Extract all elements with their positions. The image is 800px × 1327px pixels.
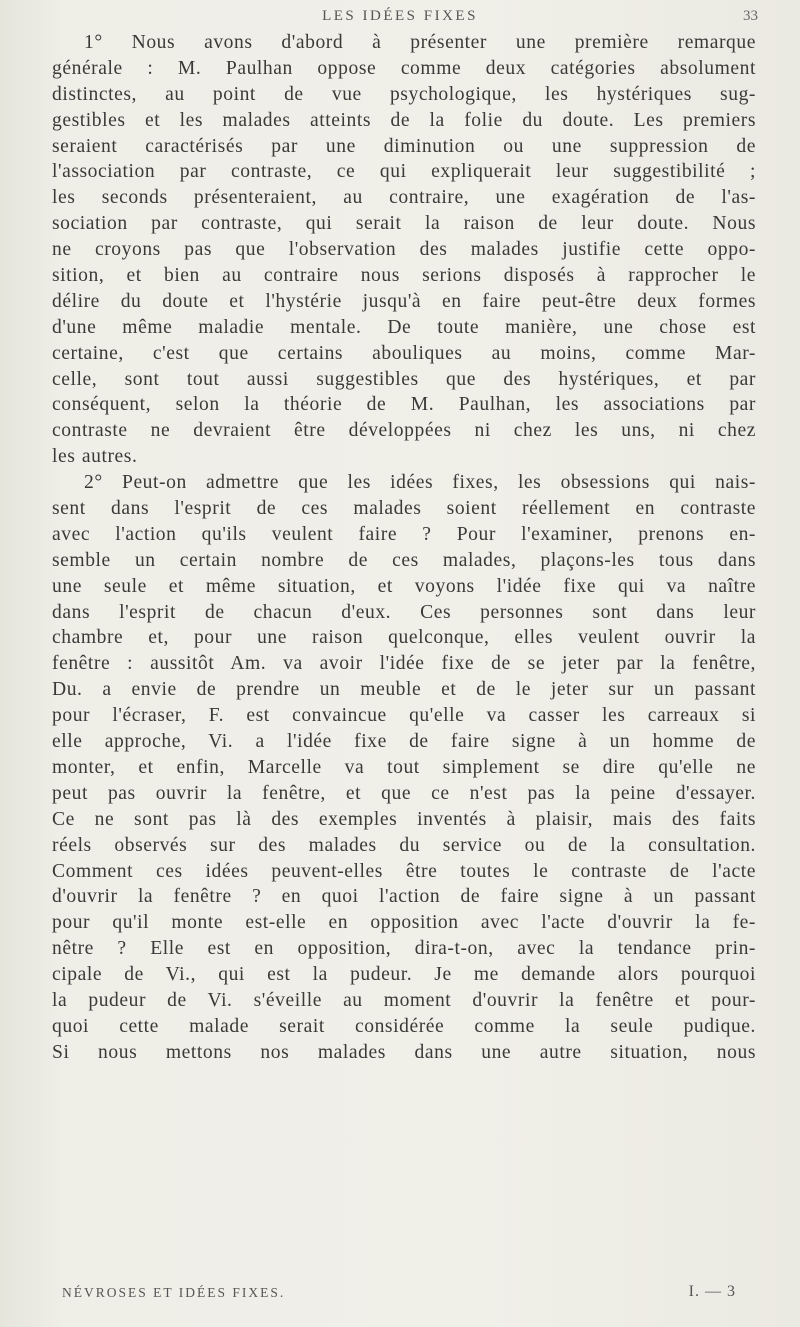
running-head	[0, 8, 800, 32]
text-line: pour l'écraser, F. est convaincue qu'elle va casser les carreaux si	[52, 705, 756, 727]
text-line: les autres.	[52, 446, 138, 468]
text-line: quoi cette malade serait considérée comme la seule pudique.	[52, 1015, 756, 1037]
text-line: d'ouvrir la fenêtre ? en quoi l'action de faire signe à un passant	[52, 886, 756, 908]
text-line: 2° Peut-on admettre que les idées fixes, les obsessions qui nais-	[84, 472, 756, 494]
footer-signature: NÉVROSES ET IDÉES FIXES.	[62, 1285, 286, 1300]
text-line: sociation par contraste, qui serait la raison de leur doute. Nous	[52, 213, 756, 235]
text-line: avec l'action qu'ils veulent faire ? Pour l'examiner, prenons en-	[52, 523, 756, 545]
text-line: une seule et même situation, et voyons l'idée fixe qui va naître	[52, 575, 756, 597]
text-line: monter, et enfin, Marcelle va tout simplement se dire qu'elle ne	[52, 756, 756, 778]
text-line: Du. a envie de prendre un meuble et de le jeter sur un passant	[52, 679, 756, 701]
text-line: Comment ces idées peuvent-elles être toutes le contraste de l'acte	[52, 860, 756, 882]
text-line: ne croyons pas que l'observation des malades justifie cette oppo-	[52, 239, 756, 261]
running-title: LES IDÉES FIXES	[322, 8, 478, 24]
text-line: semble un certain nombre de ces malades, plaçons-les tous dans	[52, 549, 756, 571]
text-line: réels observés sur des malades du service ou de la consultation.	[52, 834, 756, 856]
text-line: générale : M. Paulhan oppose comme deux catégories absolument	[52, 57, 756, 79]
text-line: distinctes, au point de vue psychologique, les hystériques sug-	[52, 83, 756, 105]
text-line: gestibles et les malades atteints de la folie du doute. Les premiers	[52, 109, 756, 131]
text-line: la pudeur de Vi. s'éveille au moment d'ouvrir la fenêtre et pour-	[52, 989, 756, 1011]
text-line: contraste ne devraient être développées ni chez les uns, ni chez	[52, 420, 756, 442]
text-line: sent dans l'esprit de ces malades soient réellement en contraste	[52, 498, 756, 520]
text-line: cipale de Vi., qui est la pudeur. Je me demande alors pourquoi	[52, 964, 756, 986]
page-number: 33	[743, 8, 758, 24]
footer	[52, 1285, 756, 1307]
footer-sheet-mark: I. — 3	[688, 1283, 736, 1300]
text-line: seraient caractérisés par une diminution ou une suppression de	[52, 135, 756, 157]
body-text	[52, 30, 756, 1066]
text-line: celle, sont tout aussi suggestibles que des hystériques, et par	[52, 368, 756, 390]
text-line: chambre et, pour une raison quelconque, elles veulent ouvrir la	[52, 627, 756, 649]
text-line: elle approche, Vi. a l'idée fixe de faire signe à un homme de	[52, 731, 756, 753]
text-line: Ce ne sont pas là des exemples inventés à plaisir, mais des faits	[52, 808, 756, 830]
text-line: conséquent, selon la théorie de M. Paulhan, les associations par	[52, 394, 756, 416]
text-line: l'association par contraste, ce qui expliquerait leur suggestibilité ;	[52, 161, 756, 183]
text-line: Si nous mettons nos malades dans une autre situation, nous	[52, 1041, 756, 1063]
text-line: peut pas ouvrir la fenêtre, et que ce n'est pas la peine d'essayer.	[52, 782, 756, 804]
text-line: délire du doute et l'hystérie jusqu'à en faire peut-être deux formes	[52, 290, 756, 312]
text-line: nêtre ? Elle est en opposition, dira-t-on, avec la tendance prin-	[52, 938, 756, 960]
text-line: d'une même maladie mentale. De toute manière, une chose est	[52, 316, 756, 338]
text-line: fenêtre : aussitôt Am. va avoir l'idée fixe de se jeter par la fenêtre,	[52, 653, 756, 675]
text-line: 1° Nous avons d'abord à présenter une première remarque	[84, 32, 756, 53]
text-line: sition, et bien au contraire nous serions disposés à rapprocher le	[52, 265, 756, 287]
text-line: les seconds présenteraient, au contraire, une exagération de l'as-	[52, 187, 756, 209]
text-line: pour qu'il monte est-elle en opposition avec l'acte d'ouvrir la fe-	[52, 912, 756, 934]
text-line: dans l'esprit de chacun d'eux. Ces personnes sont dans leur	[52, 601, 756, 623]
text-line: certaine, c'est que certains abouliques au moins, comme Mar-	[52, 342, 756, 364]
